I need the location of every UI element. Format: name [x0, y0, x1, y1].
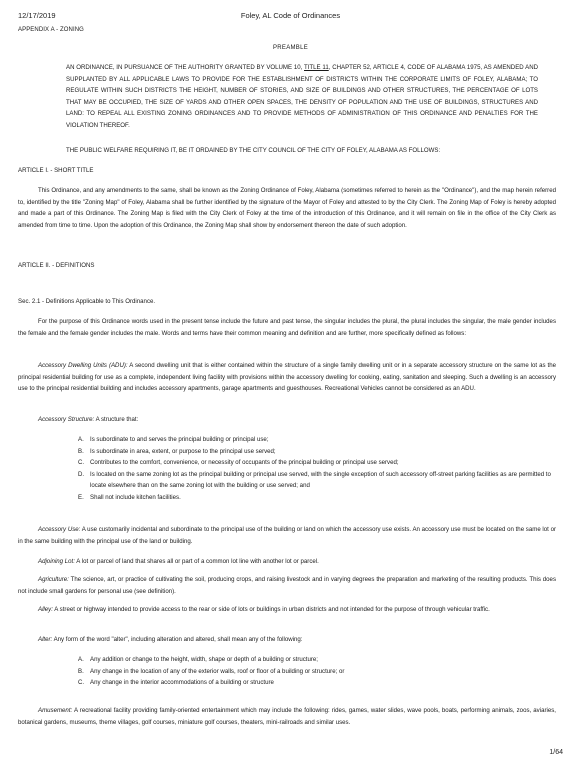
- section-2-1-heading: Sec. 2.1 - Definitions Applicable to This Ordinance.: [18, 298, 156, 305]
- definition-amusement: Amusement: A recreational facility providing family-oriented entertainment which may include the following: rides, games, water slides, wave pools, boats, performing animals, zoos, aviaries, botanical gardens, museums, theme villages, golf courses, miniature golf courses, theaters, mini-railroads and similar uses.: [18, 707, 556, 726]
- preamble-text: AN ORDINANCE, IN PURSUANCE OF THE AUTHORITY GRANTED BY VOLUME 10, TITLE 11, CHAPTER 52, ARTICLE 4, CODE OF ALABAMA 1975, AS AMENDED AND SUPPLANTED BY ALL APPLICABLE LAWS TO PROVIDE FOR THE ESTABLISHMENT OF DISTRICTS WITHIN THE CORPORATE LIMITS OF FOLEY, ALABAMA; TO REGULATE WITHIN SUCH DISTRICTS THE HEIGHT, NUMBER OF STORIES, AND SIZE OF BUILDINGS AND OTHER STRUCTURES, THE PERCENTAGE OF LOTS THAT MAY BE OCCUPIED, THE SIZE OF YARDS AND OTHER OPEN SPACES, THE DENSITY OF POPULATION AND THE USE OF BUILDINGS, STRUCTURES AND LAND: TO REPEAL ALL EXISTING ZONING ORDINANCES AND TO PROVIDE METHODS OF ADMINISTRATION OF THIS ORDINANCE AND PENALTIES FOR THE VIOLATION THEREOF.: [66, 64, 538, 129]
- page-number: 1/64: [549, 749, 563, 756]
- preamble-title: PREAMBLE: [272, 45, 309, 51]
- alter-list: [78, 654, 554, 689]
- article-2-heading: ARTICLE II. - DEFINITIONS: [18, 262, 95, 269]
- print-date: 12/17/2019: [18, 11, 56, 20]
- definition-alter: Alter: Any form of the word "alter", including alteration and altered, shall mean any of the following:: [38, 636, 303, 643]
- title-11-link[interactable]: TITLE 11: [304, 64, 329, 71]
- list-item: C. Contributes to the comfort, convenience, or necessity of occupants of the principal building or principal use served;: [78, 459, 399, 467]
- article-1-heading: ARTICLE I. - SHORT TITLE: [18, 167, 94, 174]
- document-title: Foley, AL Code of Ordinances: [240, 11, 341, 20]
- definition-adu: Accessory Dwelling Units (ADU): A second dwelling unit that is either contained within the structure of a single family dwelling unit or in a separate accessory structure on the same lot as the principal residential building for use as a complete, independent living facility with provisions within the accessory dwelling for cooking, eating, sanitation and sleeping. Such a dwelling is an accessory use to the principal residential building and includes accessory apartments, garage apartments and guesthouses. Recreational Vehicles cannot be considered as an ADU.: [18, 362, 556, 393]
- list-item: A. Any addition or change to the height, width, shape or depth of a building or structure;: [78, 656, 318, 663]
- list-item: C. Any change in the interior accommodations of a building or structure: [78, 679, 274, 687]
- definitions-intro: For the purpose of this Ordinance words used in the present tense include the future and past tense, the singular includes the plural, the plural includes the singular, the male gender includes the female and the female gender includes the male. Words and terms have their common meaning and definition and are further, more specifically defined as follows:: [18, 318, 556, 337]
- appendix-heading: APPENDIX A - ZONING: [18, 27, 84, 33]
- definition-accessory-use: Accessory Use: A use customarily incidental and subordinate to the principal use of the building or land on which the accessory use exists. An accessory use must be located on the same lot or in the same building with the principal use of the land or building.: [18, 526, 556, 545]
- definition-accessory-structure: Accessory Structure: A structure that:: [38, 416, 139, 423]
- list-item: D. Is located on the same zoning lot as the principal building or principal use served, with the single exception of such accessory off-street parking facilities as are permitted to locate elsewhere than on the same zoning lot with the building or use served; and: [78, 470, 551, 490]
- definition-adjoining-lot: Adjoining Lot: A lot or parcel of land that shares all or part of a common lot line with another lot or parcel.: [38, 558, 319, 565]
- accessory-structure-list: [78, 434, 554, 504]
- list-item: B. Any change in the location of any of the exterior walls, roof or floor of a building or structure; or: [78, 667, 345, 675]
- definition-agriculture: Agriculture: The science, art, or practice of cultivating the soil, producing crops, and raising livestock and in varying degrees the preparation and marketing of the resulting products. This does not include small gardens for personal use (see definition).: [18, 576, 556, 595]
- preamble-resolution: THE PUBLIC WELFARE REQUIRING IT, BE IT ORDAINED BY THE CITY COUNCIL OF THE CITY OF FOLEY, ALABAMA AS FOLLOWS:: [66, 147, 441, 154]
- article-1-text: This Ordinance, and any amendments to the same, shall be known as the Zoning Ordinance of Foley, Alabama (sometimes referred to herein as the "Ordinance"), and the map herein referred to, identified by the title "Zoning Map" of Foley, Alabama shall be further identified by the signature of the Mayor of Foley and attested to by the City Clerk. The Zoning Map of Foley is hereby adopted and made a part of this Ordinance. The Zoning Map is filed with the City Clerk of Foley at the time of the introduction of this Ordinance, and it will remain on file in the office of the City Clerk as amended from time to time. Upon the adoption of this Ordinance, the Zoning Map shall show by endorsement thereon the date of such adoption.: [18, 187, 556, 229]
- list-item: E. Shall not include kitchen facilities.: [78, 493, 181, 501]
- list-item: B. Is subordinate in area, extent, or purpose to the principal use served;: [78, 447, 276, 455]
- definition-alley: Alley: A street or highway intended to provide access to the rear or side of lots or buildings in urban districts and not intended for the purpose of through vehicular traffic.: [38, 606, 490, 613]
- list-item: A. Is subordinate to and serves the principal building or principal use;: [78, 436, 269, 443]
